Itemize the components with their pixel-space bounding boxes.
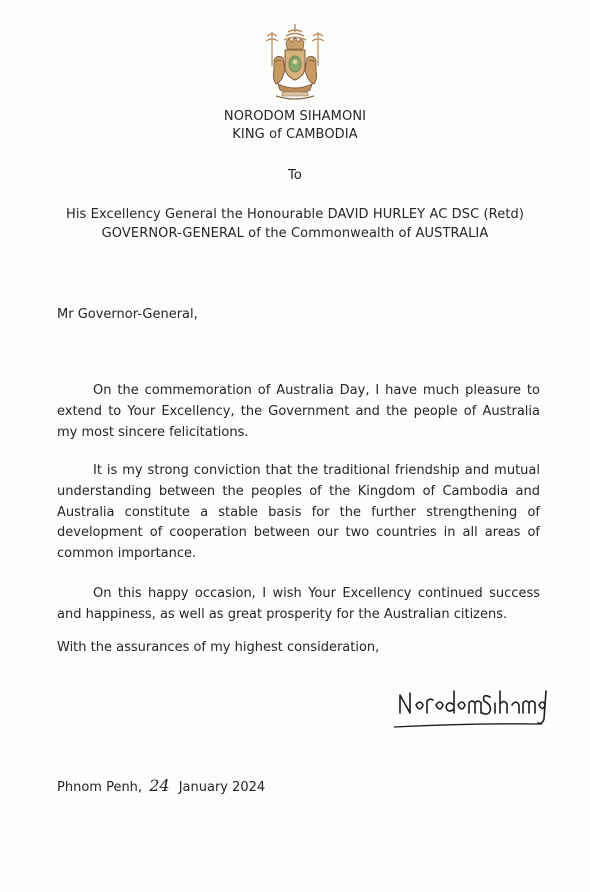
month-year-label: January 2024 [178,780,266,795]
body-paragraph-3: On this happy occasion, I wish Your Excellency continued success and happiness, as well as great prosperity for the Australian citizens. [57,586,540,622]
salutation: Mr Governor-General, [57,307,198,322]
to-label: To [288,168,302,183]
body-paragraph-2: It is my strong conviction that the traditional friendship and mutual understanding between the peoples of the Kingdom of Cambodia and Australia constitute a stable basis for the further strengthening of development of cooperation between our two countries in all areas of common importance. [57,463,540,562]
recipient-line-2: GOVERNOR-GENERAL of the Commonwealth of AUSTRALIA [101,226,489,241]
royal-crest-emblem [258,22,332,102]
place-label: Phnom Penh, [57,780,143,795]
closing-line: With the assurances of my highest consideration, [57,640,380,655]
body-paragraph-1: On the commemoration of Australia Day, I have much pleasure to extend to Your Excellency, the Government and the people of Australia my most sincere felicitations. [57,383,540,440]
handwritten-signature [392,683,552,733]
date-line [57,776,265,798]
sender-name: NORODOM SIHAMONI [223,109,367,124]
recipient-line-1: His Excellency General the Honourable DAVID HURLEY AC DSC (Retd) [65,207,525,222]
sender-title: KING of CAMBODIA [232,127,358,142]
handwritten-day: 24 [149,776,170,795]
